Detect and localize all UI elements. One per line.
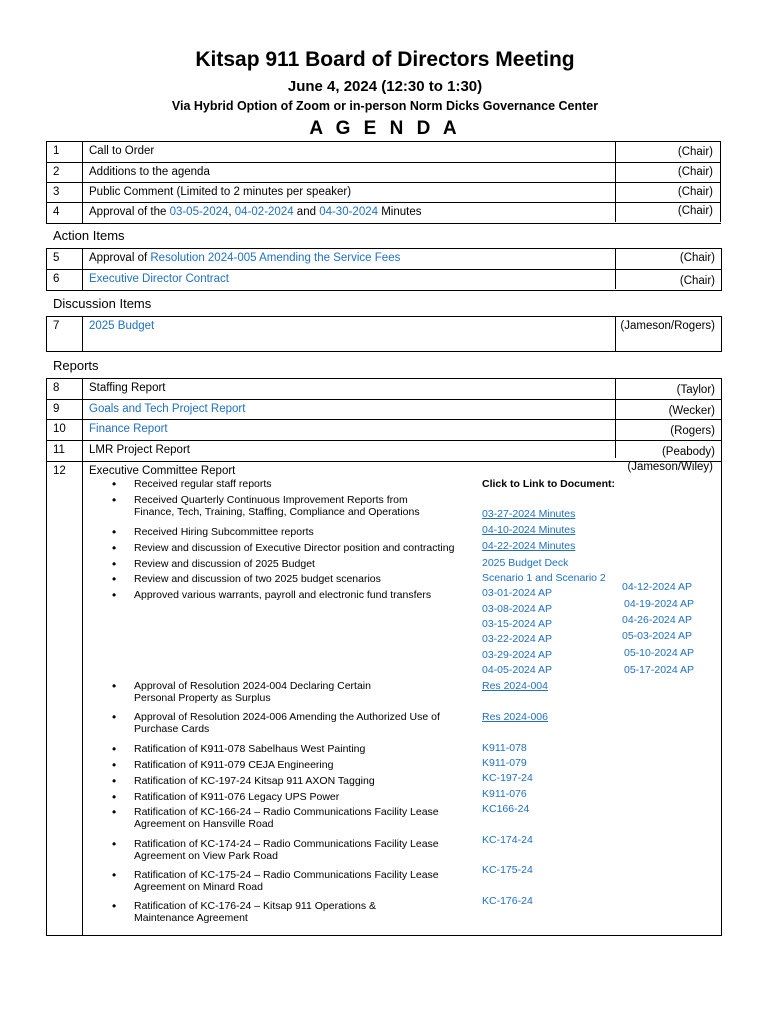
- doc-link[interactable]: 03-15-2024 AP: [482, 618, 553, 630]
- doc-link[interactable]: 03-01-2024 AP: [482, 587, 553, 599]
- list-item: • Ratification of K911-078 Sabelhaus West Painting: [112, 742, 366, 756]
- goals-tech-report-link[interactable]: Goals and Tech Project Report: [89, 403, 246, 415]
- resolution-2024-005-link[interactable]: Resolution 2024-005 Amending the Service Fees: [150, 252, 401, 264]
- doc-link[interactable]: K911-078: [482, 742, 527, 754]
- budget-2025-link[interactable]: 2025 Budget: [89, 320, 155, 332]
- executive-director-contract-link[interactable]: Executive Director Contract: [89, 273, 229, 285]
- meeting-title: Kitsap 911 Board of Directors Meeting: [195, 48, 575, 71]
- text-fragment: ,: [228, 206, 235, 218]
- presenter: (Jameson/Rogers): [620, 320, 715, 332]
- row-text: Call to Order: [89, 145, 155, 157]
- text-fragment: and: [293, 206, 320, 218]
- meeting-date: June 4, 2024 (12:30 to 1:30): [287, 78, 483, 95]
- doc-link[interactable]: K911-079: [482, 757, 527, 769]
- list-item: • Ratification of KC-166-24 – Radio Communications Facility Lease Agreement on Hansville Road: [112, 805, 439, 830]
- text-fragment: Minutes: [378, 206, 422, 218]
- row-number: 5: [53, 252, 60, 264]
- agenda-heading: A G E N D A: [309, 118, 461, 139]
- agenda-row: [47, 400, 721, 420]
- minutes-link-03-05[interactable]: 03-05-2024: [169, 206, 229, 218]
- doc-link[interactable]: KC-176-24: [482, 895, 533, 907]
- list-item: • Approval of Resolution 2024-004 Declaring Certain Personal Property as Surplus: [112, 679, 371, 704]
- doc-link[interactable]: Res 2024-004: [482, 680, 548, 692]
- doc-link[interactable]: KC-174-24: [482, 834, 533, 846]
- row-number: 6: [53, 273, 60, 285]
- list-item: • Received Hiring Subcommittee reports: [112, 525, 314, 539]
- agenda-row: [47, 270, 721, 291]
- row-number: 3: [53, 186, 60, 198]
- agenda-row: [47, 249, 721, 270]
- column-divider: [615, 248, 616, 289]
- list-item: • Review and discussion of two 2025 budget scenarios: [112, 572, 381, 586]
- presenter: (Chair): [677, 186, 713, 198]
- presenter: (Chair): [677, 205, 713, 217]
- row-number: 12: [53, 465, 66, 477]
- doc-link[interactable]: 05-03-2024 AP: [622, 630, 693, 642]
- text-fragment: Approval of the: [89, 206, 170, 218]
- doc-link[interactable]: 04-26-2024 AP: [622, 614, 693, 626]
- doc-link[interactable]: 04-19-2024 AP: [624, 598, 695, 610]
- row-number: 10: [53, 423, 66, 435]
- row-text: Additions to the agenda: [89, 166, 210, 178]
- finance-report-link[interactable]: Finance Report: [89, 423, 168, 435]
- presenter: (Taylor): [676, 384, 715, 396]
- doc-link[interactable]: 04-10-2024 Minutes: [482, 524, 576, 536]
- action-table: [46, 248, 722, 291]
- row-text: LMR Project Report: [89, 444, 190, 456]
- column-divider: [615, 378, 616, 458]
- list-item: • Ratification of K911-079 CEJA Engineering: [112, 758, 334, 772]
- list-item: • Received Quarterly Continuous Improvement Reports from Finance, Tech, Training, Staffing, Compliance and Operations: [112, 493, 420, 518]
- list-item: • Received regular staff reports: [112, 477, 272, 491]
- doc-link[interactable]: 03-22-2024 AP: [482, 633, 553, 645]
- doc-link[interactable]: 03-29-2024 AP: [482, 649, 553, 661]
- doc-link[interactable]: KC166-24: [482, 803, 530, 815]
- list-item: • Review and discussion of Executive Director position and contracting: [112, 541, 455, 555]
- agenda-row: [47, 379, 721, 400]
- agenda-row: [47, 441, 721, 462]
- doc-link[interactable]: 04-05-2024 AP: [482, 664, 553, 676]
- meeting-location: Via Hybrid Option of Zoom or in-person Norm Dicks Governance Center: [171, 99, 599, 113]
- doc-link[interactable]: K911-076: [482, 788, 527, 800]
- doc-link[interactable]: 05-10-2024 AP: [624, 647, 695, 659]
- discussion-table: [46, 316, 722, 352]
- row-number: 11: [53, 444, 65, 456]
- doc-link[interactable]: KC-175-24: [482, 864, 533, 876]
- presenter: (Chair): [677, 166, 713, 178]
- minutes-link-04-02[interactable]: 04-02-2024: [234, 206, 294, 218]
- list-item: • Approved various warrants, payroll and electronic fund transfers: [112, 588, 432, 602]
- agenda-row: [47, 317, 721, 352]
- list-item: • Ratification of KC-197-24 Kitsap 911 AXON Tagging: [112, 774, 375, 788]
- list-item: • Ratification of KC-174-24 – Radio Communications Facility Lease Agreement on View Park Road: [112, 837, 439, 862]
- text-fragment: Approval of: [89, 252, 151, 264]
- presenter: (Chair): [677, 146, 713, 158]
- row-text: Staffing Report: [89, 382, 166, 394]
- row-number: 1: [53, 145, 60, 157]
- reports-heading: Reports: [53, 358, 99, 373]
- list-item: • Ratification of K911-076 Legacy UPS Power: [112, 790, 340, 804]
- row-number: 8: [53, 382, 60, 394]
- presenter: (Chair): [679, 275, 715, 287]
- doc-link[interactable]: KC-197-24: [482, 772, 533, 784]
- row-number: 4: [53, 206, 60, 218]
- row-text: [89, 252, 619, 264]
- doc-link[interactable]: 03-08-2024 AP: [482, 603, 553, 615]
- row-text: Executive Committee Report: [89, 465, 236, 477]
- row-number: 7: [53, 320, 60, 332]
- discussion-items-heading: Discussion Items: [53, 296, 152, 311]
- doc-link[interactable]: 05-17-2024 AP: [624, 664, 695, 676]
- row-number: 9: [53, 403, 60, 415]
- column-divider: [615, 316, 616, 351]
- presenter: (Jameson/Wiley): [627, 461, 713, 473]
- doc-link[interactable]: 03-27-2024 Minutes: [482, 508, 576, 520]
- presenter: (Peabody): [661, 446, 715, 458]
- presenter: (Wecker): [668, 405, 715, 417]
- row-number: 2: [53, 166, 60, 178]
- doc-link[interactable]: Res 2024-006: [482, 711, 548, 723]
- minutes-link-04-30[interactable]: 04-30-2024: [319, 206, 379, 218]
- row-text: Public Comment (Limited to 2 minutes per speaker): [89, 186, 352, 198]
- doc-link[interactable]: 2025 Budget Deck: [482, 557, 569, 569]
- list-item: • Ratification of KC-175-24 – Radio Communications Facility Lease Agreement on Minard Road: [112, 868, 439, 893]
- row-text: [89, 206, 619, 218]
- doc-link[interactable]: 04-12-2024 AP: [622, 581, 693, 593]
- list-item: • Review and discussion of 2025 Budget: [112, 557, 315, 571]
- doc-link[interactable]: Scenario 1 and Scenario 2: [482, 572, 606, 584]
- list-item: • Approval of Resolution 2024-006 Amending the Authorized Use of Purchase Cards: [112, 710, 440, 735]
- presenter: (Chair): [679, 252, 715, 264]
- doc-links-header: Click to Link to Document:: [482, 478, 616, 490]
- list-item: • Ratification of KC-176-24 – Kitsap 911 Operations & Maintenance Agreement: [112, 899, 377, 924]
- presenter: (Rogers): [670, 425, 715, 437]
- doc-link[interactable]: 04-22-2024 Minutes: [482, 540, 576, 552]
- agenda-row: [47, 420, 721, 441]
- action-items-heading: Action Items: [53, 228, 125, 243]
